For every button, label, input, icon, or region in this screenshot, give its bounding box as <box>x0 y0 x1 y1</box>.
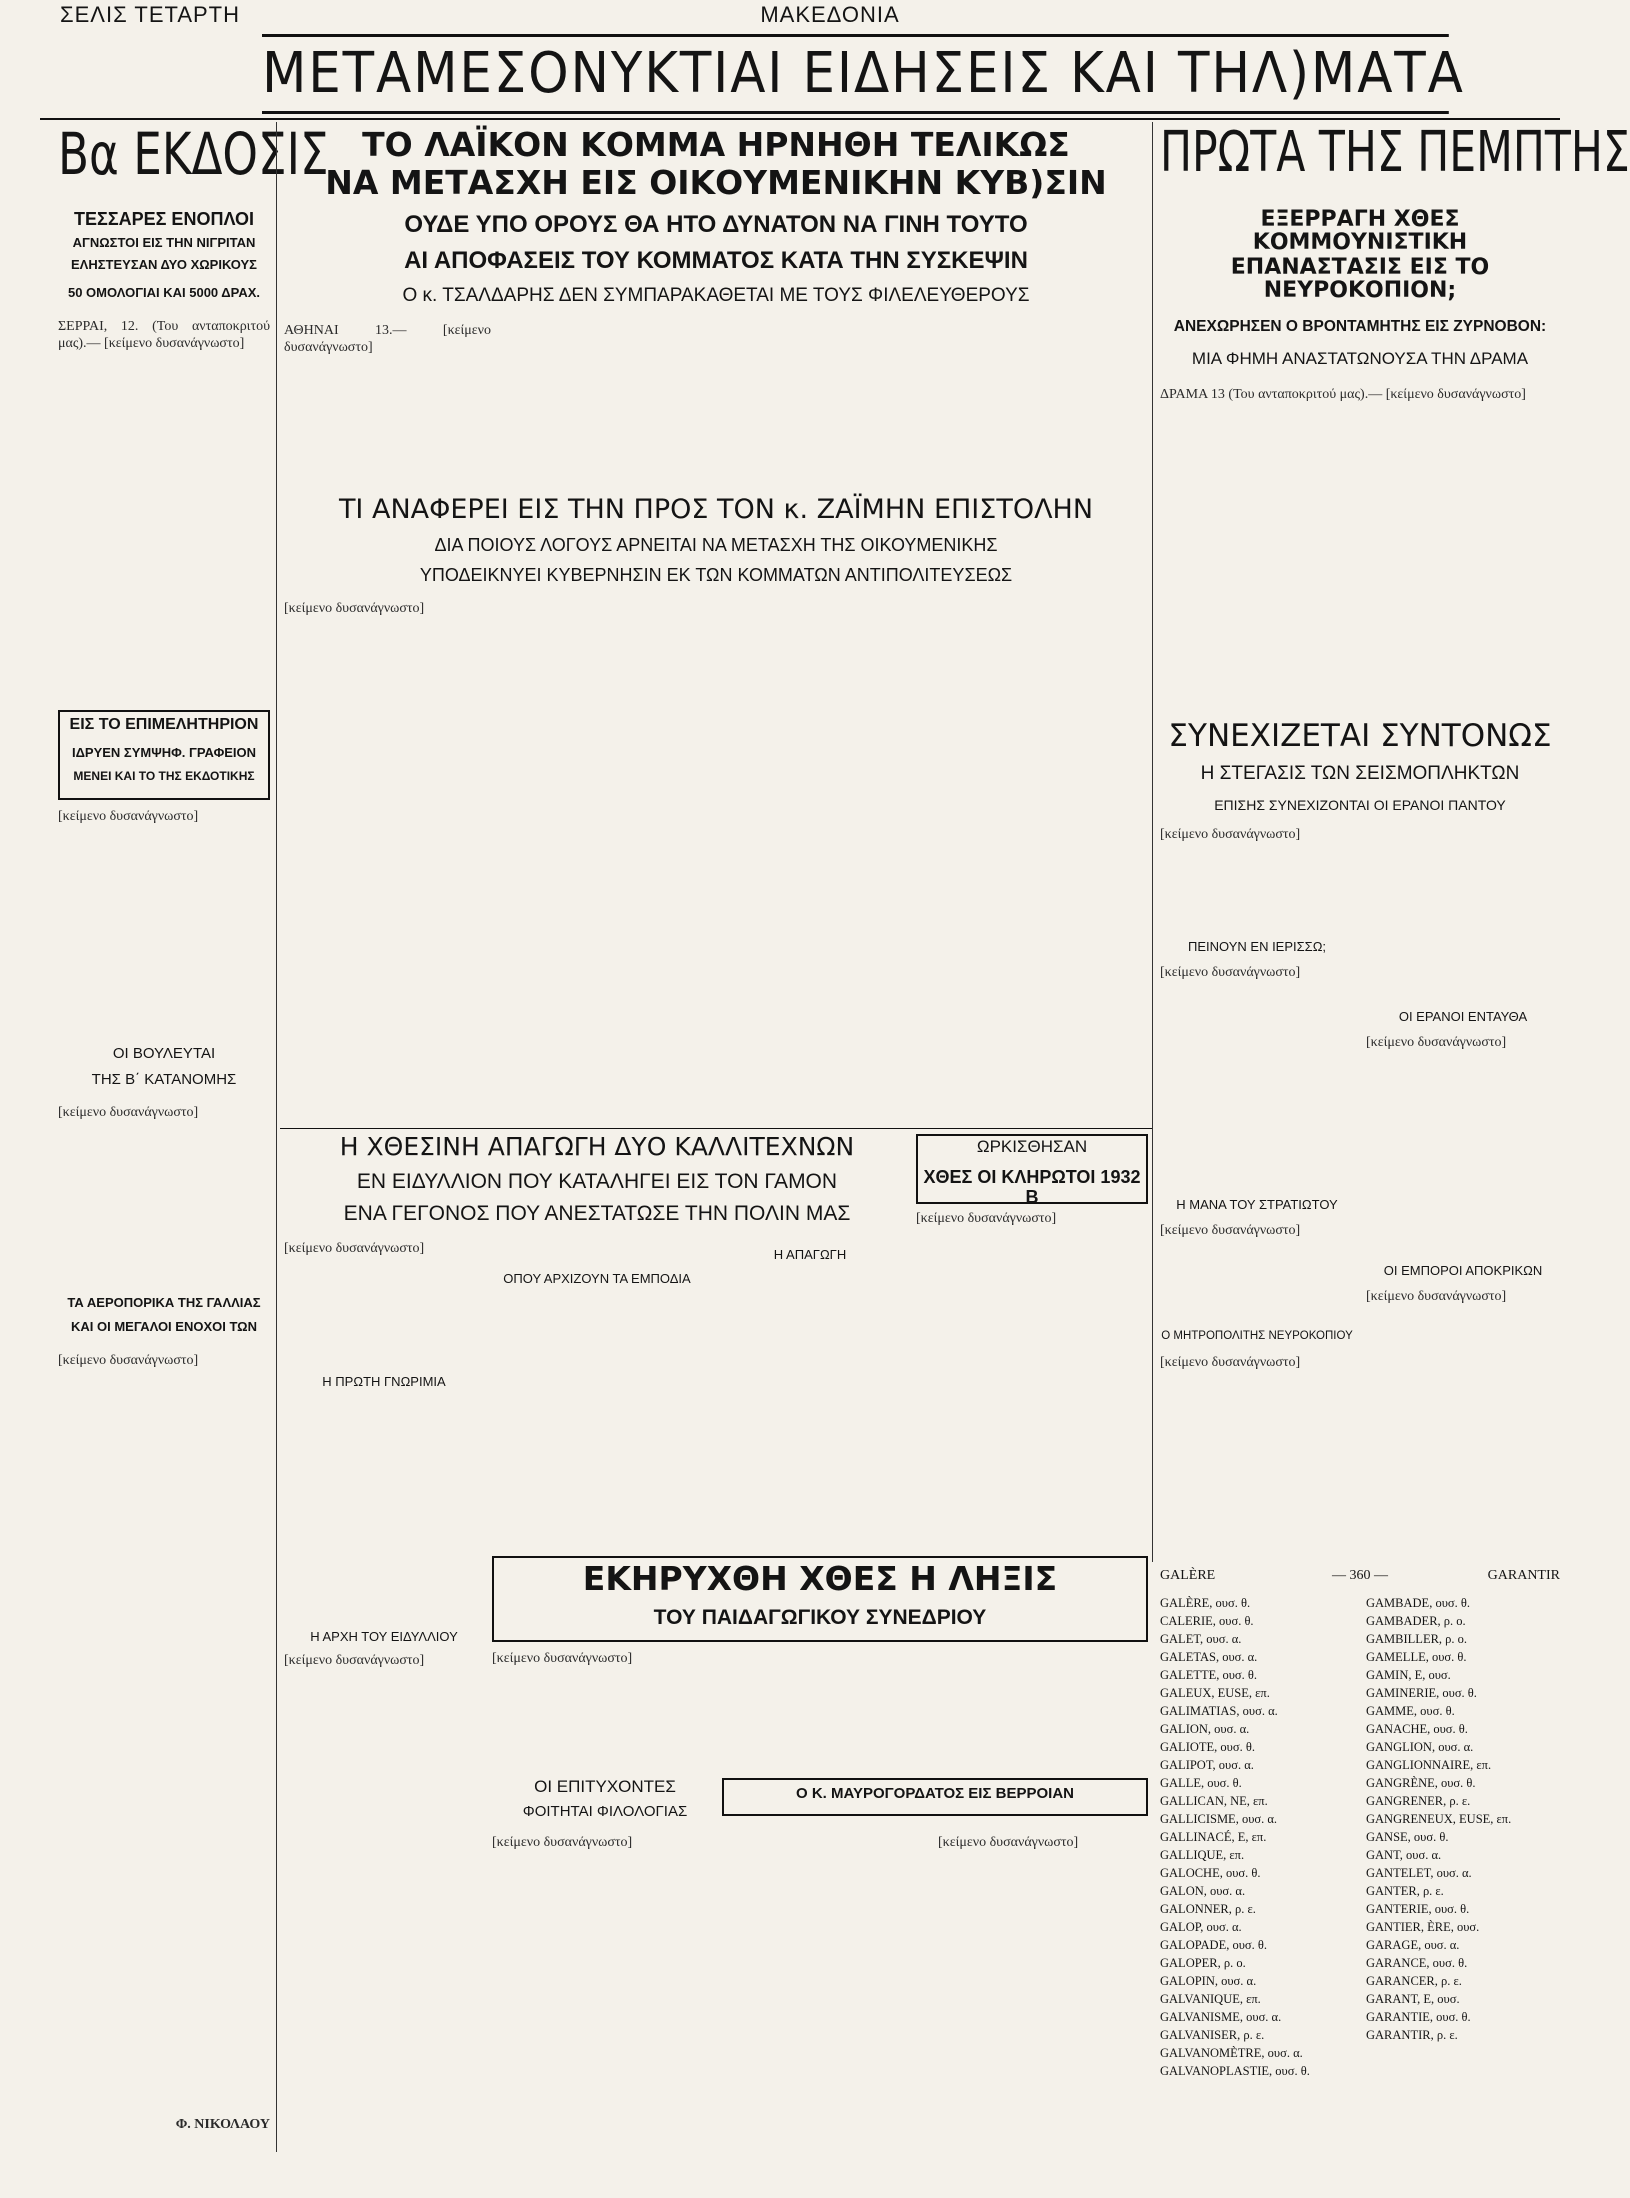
lead-subhead-2: ΑΙ ΑΠΟΦΑΣΕΙΣ ΤΟΥ ΚΟΜΜΑΤΟΣ ΚΑΤΑ ΤΗΝ ΣΥΣΚΕΨΙΝ <box>404 247 1028 274</box>
dictionary-entry: GANGRENEUX, EUSE, επ. <box>1366 1812 1512 1826</box>
congress-headline-2: ΤΟΥ ΠΑΙΔΑΓΩΓΙΚΟΥ ΣΥΝΕΔΡΙΟΥ <box>653 1606 987 1629</box>
zaimis-body: [κείμενο δυσανάγνωστο] <box>284 601 425 616</box>
dictionary-entry: GALOP, ουσ. α. <box>1160 1920 1242 1934</box>
story1-head-line4: 50 ΟΜΟΛΟΓΙΑΙ ΚΑΙ 5000 ΔΡΑΧ. <box>67 285 261 300</box>
story1-head-line1: ΤΕΣΣΑΡΕΣ ΕΝΟΠΛΟΙ <box>74 209 254 229</box>
zaimis-subhead-1: ΔΙΑ ΠΟΙΟΥΣ ΛΟΓΟΥΣ ΑΡΝΕΙΤΑΙ ΝΑ ΜΕΤΑΣΧΗ ΤΗΣ ΟΙΚΟΥΜΕΝΙΚΗΣ <box>434 535 998 555</box>
dictionary-entry: GALEUX, EUSE, επ. <box>1160 1686 1270 1700</box>
lead-body: ΑΘΗΝΑΙ 13.— [κείμενο δυσανάγνωστο] <box>284 323 491 355</box>
dictionary-entry: GALLE, ουσ. θ. <box>1160 1776 1242 1790</box>
lead-subhead-1: ΟΥΔΕ ΥΠΟ ΟΡΟΥΣ ΘΑ ΗΤΟ ΔΥΝΑΤΟΝ ΝΑ ΓΙΝΗ ΤΟΥΤΟ <box>404 211 1028 238</box>
dictionary-entry: GALOCHE, ουσ. θ. <box>1160 1866 1261 1880</box>
right-story2-body-e: [κείμενο δυσανάγνωστο] <box>1366 1289 1507 1304</box>
dictionary-page-number: — 360 — <box>1332 1568 1388 1583</box>
dictionary-entry: GARAGE, ουσ. α. <box>1366 1938 1460 1952</box>
dictionary-entry: GANSE, ουσ. θ. <box>1366 1830 1449 1844</box>
right-story2-body-c: [κείμενο δυσανάγνωστο] <box>1160 1355 1301 1370</box>
graduates-headline-2: ΦΟΙΤΗΤΑΙ ΦΙΛΟΛΟΓΙΑΣ <box>522 1803 688 1820</box>
dictionary-entry: GARANCER, ρ. ε. <box>1366 1974 1462 1988</box>
right-story2-headline: ΣΥΝΕΧΙΖΕΤΑΙ ΣΥΝΤΟΝΩΣ <box>1168 718 1552 754</box>
dictionary-entry: GALOPIN, ουσ. α. <box>1160 1974 1257 1988</box>
zaimis-subhead-2: ΥΠΟΔΕΙΚΝΥΕΙ ΚΥΒΕΡΝΗΣΙΝ ΕΚ ΤΩΝ ΚΟΜΜΑΤΩΝ ΑΝΤΙΠΟΛΙΤΕΥΣΕΩΣ <box>419 565 1013 585</box>
congress-body: [κείμενο δυσανάγνωστο] <box>492 1651 633 1666</box>
paper-name: ΜΑΚΕΔΟΝΙΑ <box>760 2 900 27</box>
dictionary-entry: GANGLIONNAIRE, επ. <box>1366 1758 1492 1772</box>
graduates-headline-1: ΟΙ ΕΠΙΤΥΧΟΝΤΕΣ <box>534 1777 676 1796</box>
dictionary-entry: GALETAS, ουσ. α. <box>1160 1650 1258 1664</box>
dictionary-entry: GALIPOT, ουσ. α. <box>1160 1758 1254 1772</box>
dictionary-entry: GARANTIR, ρ. ε. <box>1366 2028 1458 2042</box>
dictionary-entry: GALVANOPLASTIE, ουσ. θ. <box>1160 2064 1310 2078</box>
lead-headline-1: ΤΟ ΛΑΪΚΟΝ ΚΟΜΜΑ ΗΡΝΗΘΗ ΤΕΛΙΚΩΣ <box>362 125 1070 164</box>
dictionary-entry: GANACHE, ουσ. θ. <box>1366 1722 1468 1736</box>
story1-body: ΣΕΡΡΑΙ, 12. (Του ανταποκριτού μας).— [κείμενο δυσανάγνωστο] <box>58 319 270 351</box>
dictionary-entry: GANGRENER, ρ. ε. <box>1366 1794 1471 1808</box>
dictionary-entry: GALON, ουσ. α. <box>1160 1884 1246 1898</box>
graduates-body: [κείμενο δυσανάγνωστο] <box>492 1835 633 1850</box>
story2-head-line2: ΙΔΡΥΕΝ ΣΥΜΨΗΦ. ΓΡΑΦΕΙΟΝ <box>71 745 257 760</box>
dictionary-entry: GARANTIE, ουσ. θ. <box>1366 2010 1471 2024</box>
story1-head-line2: ΑΓΝΩΣΤΟΙ ΕΙΣ ΤΗΝ ΝΙΓΡΙΤΑΝ <box>72 235 256 250</box>
dictionary-entry: GANTER, ρ. ε. <box>1366 1884 1444 1898</box>
story2-head-line1: ΕΙΣ ΤΟ ΕΠΙΜΕΛΗΤΗΡΙΟΝ <box>69 716 259 733</box>
page-label: ΣΕΛΙΣ ΤΕΤΑΡΤΗ <box>60 2 240 27</box>
right-story1-subhead-2: ΜΙΑ ΦΗΜΗ ΑΝΑΣΤΑΤΩΝΟΥΣΑ ΤΗΝ ΔΡΑΜΑ <box>1191 349 1529 368</box>
right-section-1: ΠΕΙΝΟΥΝ ΕΝ ΙΕΡΙΣΣΩ; <box>1187 939 1327 954</box>
congress-headline-1: ΕΚΗΡΥΧΘΗ ΧΘΕΣ Η ΛΗΞΙΣ <box>582 1559 1058 1598</box>
right-story1-headline-2: ΕΠΑΝΑΣΤΑΣΙΣ ΕΙΣ ΤΟ ΝΕΥΡΟΚΟΠΙΟΝ; <box>1230 255 1490 304</box>
dictionary-entry: GALÈRE, ουσ. θ. <box>1160 1596 1251 1610</box>
right-story1-body: ΔΡΑΜΑ 13 (Του ανταποκριτού μας).— [κείμενο δυσανάγνωστο] <box>1160 387 1526 402</box>
story4-head-line2: ΚΑΙ ΟΙ ΜΕΓΑΛΟΙ ΕΝΟΧΟΙ ΤΩΝ <box>71 1319 257 1334</box>
lead-subhead-3: Ο κ. ΤΣΑΛΔΑΡΗΣ ΔΕΝ ΣΥΜΠΑΡΑΚΑΘΕΤΑΙ ΜΕ ΤΟΥΣ ΦΙΛΕΛΕΥΘΕΡΟΥΣ <box>402 285 1030 306</box>
abduction-section-1: Η ΠΡΩΤΗ ΓΝΩΡΙΜΙΑ <box>284 1375 484 1395</box>
dictionary-entry: GALOPER, ρ. ο. <box>1160 1956 1246 1970</box>
dictionary-entry: GARANT, E, ουσ. <box>1366 1992 1460 2006</box>
dictionary-entry: GANT, ουσ. α. <box>1366 1848 1442 1862</box>
zaimis-headline: ΤΙ ΑΝΑΦΕΡΕΙ ΕΙΣ ΤΗΝ ΠΡΟΣ ΤΟΝ κ. ΖΑΪΜΗΝ ΕΠΙΣΤΟΛΗΝ <box>338 494 1094 525</box>
abduction-subhead-2: ΕΝΑ ΓΕΓΟΝΟΣ ΠΟΥ ΑΝΕΣΤΑΤΩΣΕ ΤΗΝ ΠΟΛΙΝ ΜΑΣ <box>343 1202 851 1225</box>
dictionary-entry: GALONNER, ρ. ε. <box>1160 1902 1256 1916</box>
dictionary-entry: GALLIQUE, επ. <box>1160 1848 1245 1862</box>
story1-head-line3: ΕΛΗΣΤΕΥΣΑΝ ΔΥΟ ΧΩΡΙΚΟΥΣ <box>71 257 257 272</box>
zaimis-bottom-rule <box>280 1128 1152 1129</box>
right-section-2: ΟΙ ΕΡΑΝΟΙ ΕΝΤΑΥΘΑ <box>1398 1009 1528 1024</box>
dictionary-entry: GAMIN, E, ουσ. <box>1366 1668 1451 1682</box>
story3-head-line2: ΤΗΣ Β΄ ΚΑΤΑΝΟΜΗΣ <box>91 1071 237 1088</box>
right-story2-body: [κείμενο δυσανάγνωστο] <box>1160 827 1301 842</box>
dictionary-entry: GALOPADE, ουσ. θ. <box>1160 1938 1268 1952</box>
mavrokordatos-headline: Ο Κ. ΜΑΥΡΟΓΟΡΔΑΤΟΣ ΕΙΣ ΒΕΡΡΟΙΑΝ <box>795 1785 1074 1802</box>
dictionary-entry: GANGLION, ουσ. α. <box>1366 1740 1474 1754</box>
story2-body: [κείμενο δυσανάγνωστο] <box>58 809 199 824</box>
oath-body: [κείμενο δυσανάγνωστο] <box>916 1211 1057 1226</box>
right-story2-body-a: [κείμενο δυσανάγνωστο] <box>1160 965 1301 980</box>
dictionary-entry: CALERIE, ουσ. θ. <box>1160 1614 1254 1628</box>
dictionary-entry: GALIOTE, ουσ. θ. <box>1160 1740 1255 1754</box>
dictionary-entry: GANTERIE, ουσ. θ. <box>1366 1902 1470 1916</box>
story3-body: [κείμενο δυσανάγνωστο] <box>58 1105 199 1120</box>
dictionary-head-left: GALÈRE <box>1160 1568 1216 1583</box>
banner-headline: ΜΕΤΑΜΕΣΟΝΥΚΤΙΑΙ ΕΙΔΗΣΕΙΣ ΚΑΙ ΤΗΛ)ΜΑΤΑ <box>262 34 1449 114</box>
oath-headline-1: ΩΡΚΙΣΘΗΣΑΝ <box>976 1137 1088 1156</box>
dictionary-entry: GALLICAN, NE, επ. <box>1160 1794 1268 1808</box>
abduction-section-4: Η ΑΡΧΗ ΤΟΥ ΕΙΔΥΛΛΙΟΥ <box>284 1630 484 1650</box>
abduction-subhead-1: ΕΝ ΕΙΔΥΛΛΙΟΝ ΠΟΥ ΚΑΤΑΛΗΓΕΙ ΕΙΣ ΤΟΝ ΓΑΜΟΝ <box>356 1170 838 1193</box>
story4-head-line1: ΤΑ ΑΕΡΟΠΟΡΙΚΑ ΤΗΣ ΓΑΛΛΙΑΣ <box>67 1295 261 1310</box>
dictionary-head-right: GARANTIR <box>1487 1568 1560 1583</box>
dictionary-entry: GANTELET, ουσ. α. <box>1366 1866 1472 1880</box>
right-story2-body-b: [κείμενο δυσανάγνωστο] <box>1160 1223 1301 1238</box>
dictionary-entry: GARANCE, ουσ. θ. <box>1366 1956 1468 1970</box>
dictionary-entry: GAMBILLER, ρ. ο. <box>1366 1632 1468 1646</box>
dictionary-entry: GALET, ουσ. α. <box>1160 1632 1242 1646</box>
story4-body: [κείμενο δυσανάγνωστο] <box>58 1353 199 1368</box>
dictionary-entry: GALLINACÉ, E, επ. <box>1160 1830 1267 1844</box>
dictionary-entry: GAMBADER, ρ. ο. <box>1366 1614 1466 1628</box>
dictionary-entry: GALIMATIAS, ουσ. α. <box>1160 1704 1278 1718</box>
right-section-3: Η ΜΑΝΑ ΤΟΥ ΣΤΡΑΤΙΩΤΟΥ <box>1176 1197 1338 1212</box>
right-story1-headline-1: ΕΞΕΡΡΑΓΗ ΧΘΕΣ ΚΟΜΜΟΥΝΙΣΤΙΚΗ <box>1252 207 1468 256</box>
edition-title-left: Βα ΕΚΔΟΣΙΣ <box>58 120 329 188</box>
dictionary-entry: GALLICISME, ουσ. α. <box>1160 1812 1278 1826</box>
dictionary-entry: GAMBADE, ουσ. θ. <box>1366 1596 1470 1610</box>
dictionary-entry: GALETTE, ουσ. θ. <box>1160 1668 1258 1682</box>
dictionary-entry: GALVANOMÈTRE, ουσ. α. <box>1160 2046 1303 2060</box>
dictionary-entry: GANTIER, ÈRE, ουσ. <box>1366 1920 1480 1934</box>
edition-title-right: ΠΡΩΤΑ ΤΗΣ ΠΕΜΠΤΗΣ <box>1160 120 1630 185</box>
lead-headline-2: ΝΑ ΜΕΤΑΣΧΗ ΕΙΣ ΟΙΚΟΥΜΕΝΙΚΗΝ ΚΥΒ)ΣΙΝ <box>325 163 1107 202</box>
column-rule-2 <box>1152 122 1153 1562</box>
dictionary-column-1 <box>1160 1594 1354 2154</box>
right-story1-subhead-1: ΑΝΕΧΩΡΗΣΕΝ Ο ΒΡΟΝΤΑΜΗΤΗΣ ΕΙΣ ΖΥΡΝΟΒΟΝ: <box>1173 318 1547 335</box>
story2-head-line3: ΜΕΝΕΙ ΚΑΙ ΤΟ ΤΗΣ ΕΚΔΟΤΙΚΗΣ <box>73 769 255 783</box>
dictionary-entry: GALVANIQUE, επ. <box>1160 1992 1261 2006</box>
mavrokordatos-body: [κείμενο δυσανάγνωστο] <box>938 1835 1079 1850</box>
right-story2-subhead-2: ΕΠΙΣΗΣ ΣΥΝΕΧΙΖΟΝΤΑΙ ΟΙ ΕΡΑΝΟΙ ΠΑΝΤΟΥ <box>1214 797 1506 813</box>
oath-headline-2: ΧΘΕΣ ΟΙ ΚΛΗΡΩΤΟΙ 1932 Β <box>923 1167 1141 1207</box>
dictionary-entry: GALVANISER, ρ. ε. <box>1160 2028 1265 2042</box>
abduction-section-3: Η ΑΠΑΓΩΓΗ <box>710 1248 910 1268</box>
dictionary-entry: GALION, ουσ. α. <box>1160 1722 1250 1736</box>
right-story2-subhead: Η ΣΤΕΓΑΣΙΣ ΤΩΝ ΣΕΙΣΜΟΠΛΗΚΤΩΝ <box>1200 763 1520 784</box>
abduction-body: [κείμενο δυσανάγνωστο] <box>284 1241 425 1256</box>
dictionary-entry: GALVANISME, ουσ. α. <box>1160 2010 1282 2024</box>
right-section-4: ΟΙ ΕΜΠΟΡΟΙ ΑΠΟΚΡΙΚΩΝ <box>1383 1263 1543 1278</box>
abduction-section-2: ΟΠΟΥ ΑΡΧΙΖΟΥΝ ΤΑ ΕΜΠΟΔΙΑ <box>497 1272 697 1292</box>
story3-head-line1: ΟΙ ΒΟΥΛΕΥΤΑΙ <box>112 1045 216 1062</box>
dictionary-entry: GANGRÈNE, ουσ. θ. <box>1366 1776 1476 1790</box>
abduction-headline: Η ΧΘΕΣΙΝΗ ΑΠΑΓΩΓΗ ΔΥΟ ΚΑΛΛΙΤΕΧΝΩΝ <box>339 1132 855 1161</box>
right-section-5: Ο ΜΗΤΡΟΠΟΛΙΤΗΣ ΝΕΥΡΟΚΟΠΙΟΥ <box>1161 1330 1353 1342</box>
dictionary-entry: GAMINERIE, ουσ. θ. <box>1366 1686 1477 1700</box>
right-story2-body-d: [κείμενο δυσανάγνωστο] <box>1366 1035 1507 1050</box>
column-rule-1 <box>276 122 277 2152</box>
story4-signature: Φ. ΝΙΚΟΛΑΟΥ <box>175 2117 270 2132</box>
abduction-body-continued: [κείμενο δυσανάγνωστο] <box>284 1653 425 1668</box>
dictionary-entry: GAMME, ουσ. θ. <box>1366 1704 1455 1718</box>
dictionary-entry: GAMELLE, ουσ. θ. <box>1366 1650 1467 1664</box>
dictionary-column-2 <box>1366 1594 1560 2154</box>
